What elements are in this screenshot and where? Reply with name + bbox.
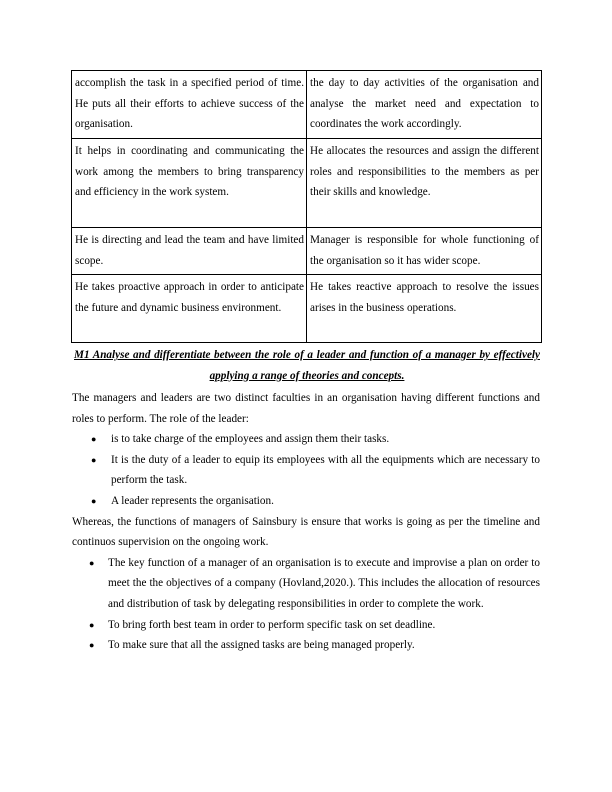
manager-paragraph: Whereas, the functions of managers of Sainsbury is ensure that works is going as per the timeline and continuos supervision on the ongoing work. bbox=[72, 515, 540, 549]
table-cell-manager: He allocates the resources and assign the different roles and responsibilities to the members as per their skills and knowledge. bbox=[307, 139, 542, 228]
table-cell-leader: It helps in coordinating and communicating the work among the members to bring transparency and efficiency in the work system. bbox=[72, 139, 307, 228]
table-cell-leader: He takes proactive approach in order to anticipate the future and dynamic business environment. bbox=[72, 275, 307, 343]
list-item: ● is to take charge of the employees and assign them their tasks. bbox=[72, 429, 540, 450]
leader-roles-list bbox=[72, 429, 540, 511]
table-row bbox=[72, 275, 542, 343]
bullet-icon: ● bbox=[91, 434, 97, 445]
bullet-icon: ● bbox=[89, 619, 95, 630]
table-cell-leader: He is directing and lead the team and have limited scope. bbox=[72, 228, 307, 275]
table-cell-manager: Manager is responsible for whole functioning of the organisation so it has wider scope. bbox=[307, 228, 542, 275]
bullet-icon: ● bbox=[91, 454, 97, 465]
list-item: ● A leader represents the organisation. bbox=[72, 491, 540, 512]
table-row bbox=[72, 71, 542, 139]
table-row bbox=[72, 139, 542, 228]
table-row bbox=[72, 228, 542, 275]
list-item: ● The key function of a manager of an organisation is to execute and improvise a plan on order to meet the the objectives of a company (Hovland,2020.). This includes the allocation of resources and distribution of task by delegating responsibilities in order to complete the work. bbox=[72, 553, 540, 615]
bullet-icon: ● bbox=[89, 640, 95, 651]
list-item: ● To make sure that all the assigned tasks are being managed properly. bbox=[72, 635, 540, 656]
list-item: ● To bring forth best team in order to perform specific task on set deadline. bbox=[72, 615, 540, 636]
section-heading: M1 Analyse and differentiate between the role of a leader and function of a manager by effectively applying a range of theories and concepts. bbox=[74, 349, 540, 382]
bullet-icon: ● bbox=[91, 495, 97, 506]
list-item: ● It is the duty of a leader to equip its employees with all the equipments which are necessary to perform the task. bbox=[72, 450, 540, 491]
body-content bbox=[72, 345, 540, 656]
table-cell-manager: the day to day activities of the organisation and analyse the market need and expectation to coordinates the work accordingly. bbox=[307, 71, 542, 139]
table-cell-manager: He takes reactive approach to resolve the issues arises in the business operations. bbox=[307, 275, 542, 343]
intro-paragraph: The managers and leaders are two distinct faculties in an organisation having different functions and roles to perform. The role of the leader: bbox=[72, 392, 540, 425]
manager-functions-list bbox=[72, 553, 540, 656]
leader-manager-comparison-table bbox=[71, 70, 542, 343]
bullet-icon: ● bbox=[89, 557, 95, 568]
table-cell-leader: accomplish the task in a specified period of time. He puts all their efforts to achieve success of the organisation. bbox=[72, 71, 307, 139]
